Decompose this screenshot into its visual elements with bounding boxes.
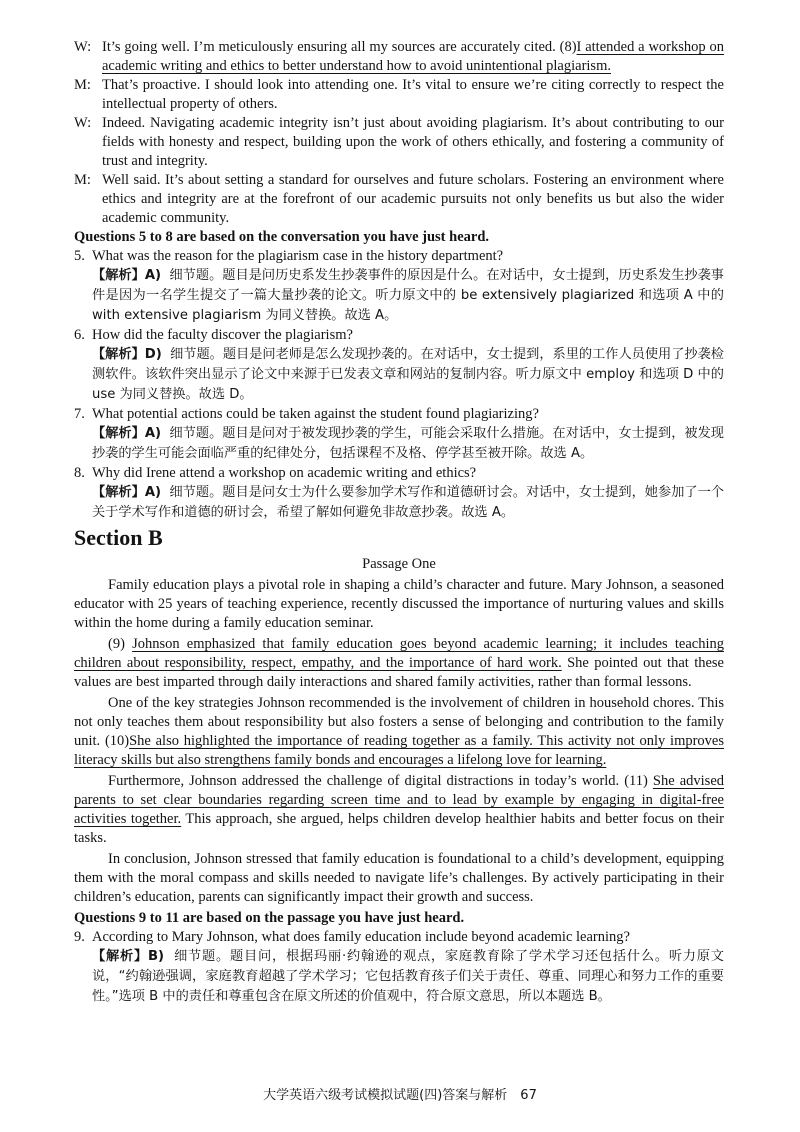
question-text: Why did Irene attend a workshop on academic writing and ethics? <box>92 465 477 481</box>
question-number: 9. <box>74 929 85 945</box>
dialogue-section <box>74 38 724 228</box>
question-block <box>74 326 724 405</box>
paragraph <box>74 772 724 848</box>
passage-title: Passage One <box>362 556 436 572</box>
questions-header: Questions 5 to 8 are based on the conversation you have just heard. <box>74 229 490 245</box>
dialogue-text: That’s proactive. I should look into attending one. It’s vital to ensure we’re citing correctly to respect the intellectual property of others. <box>102 77 724 112</box>
question-number: 6. <box>74 327 85 343</box>
question-number: 8. <box>74 465 85 481</box>
analysis-text: 细节题。题目是问老师是怎么发现抄袭的。在对话中，女士提到，系里的工作人员使用了抄袭检测软件。该软件突出显示了论文中来源于已发表文章和网站的复制内容。听力原文中 employ 和选项 D 中的 use 为同义替换。故选 D。 <box>92 347 724 402</box>
paragraph-text: In conclusion, Johnson stressed that family education is foundational to a child’s development, equipping them with the moral compass and skills needed to navigate life’s challenges. By actively participating in their children’s education, parents can significantly impact their growth and success. <box>74 851 724 905</box>
question-text: How did the faculty discover the plagiarism? <box>92 327 353 343</box>
paragraph-text: Furthermore, Johnson addressed the challenge of digital distractions in today’s world. (11) <box>108 773 653 789</box>
question <box>74 928 724 947</box>
answer-tag: 【解析】D) <box>92 347 162 362</box>
analysis <box>74 345 724 405</box>
dialogue-line <box>74 171 724 228</box>
paragraph <box>74 576 724 633</box>
speaker-label: W: <box>74 115 92 131</box>
underlined-key-sentence: I attended a workshop on academic writing and ethics to better understand how to avoid unintentional plagiarism. <box>102 39 724 74</box>
analysis <box>74 424 724 464</box>
speaker-label: W: <box>74 39 92 55</box>
paragraph-text: Family education plays a pivotal role in shaping a child’s character and future. Mary Johnson, a seasoned educator with 25 years of teaching experience, recently discussed the importance of nurturing values and skills within the home during a family education seminar. <box>74 577 724 631</box>
paragraph-text: She pointed out that these values are best imparted through daily interactions and shared family activities, rather than formal lessons. <box>74 655 724 690</box>
answer-tag: 【解析】A) <box>92 268 162 283</box>
answer-tag: 【解析】A) <box>92 426 162 441</box>
paragraph <box>74 850 724 907</box>
analysis-text: 细节题。题目问，根据玛丽·约翰逊的观点，家庭教育除了学术学习还包括什么。听力原文说，“约翰逊强调，家庭教育超越了学术学习；它包括教育孩子们关于责任、尊重、同理心和努力工作的重要性。”选项 B 中的责任和尊重包含在原文所述的价值观中，符合原文意思，所以本题选 B。 <box>92 949 724 1004</box>
page-footer: 大学英语六级考试模拟试题(四)答案与解析 67 <box>263 1088 537 1103</box>
question-block <box>74 464 724 523</box>
question-number: 7. <box>74 406 85 422</box>
dialogue-text: Well said. It’s about setting a standard for ourselves and future scholars. Fostering an environment where ethics and integrity are at the forefront of our academic pursuits not only benefits us but also the wider academic community. <box>102 172 724 226</box>
dialogue-line <box>74 38 724 76</box>
speaker-label: M: <box>74 172 91 188</box>
question <box>74 405 724 424</box>
dialogue-line <box>74 76 724 114</box>
paragraph-text: One of the key strategies Johnson recommended is the involvement of children in household chores. This not only teaches them about responsibility but also fosters a sense of belonging and contribution to the family unit. (10) <box>74 695 724 749</box>
question-number: 5. <box>74 248 85 264</box>
question-block <box>74 928 724 1007</box>
section-title: Section B <box>74 525 163 550</box>
question <box>74 326 724 345</box>
question-text: According to Mary Johnson, what does family education include beyond academic learning? <box>92 929 630 945</box>
paragraph <box>74 635 724 692</box>
answer-tag: 【解析】B) <box>92 949 165 964</box>
underlined-key-sentence: She advised parents to set clear boundaries regarding screen time and to lead by example by engaging in digital-free activities together. <box>74 773 724 827</box>
question-block <box>74 405 724 464</box>
paragraph <box>74 694 724 770</box>
dialogue-text: Indeed. Navigating academic integrity isn’t just about avoiding plagiarism. It’s about contributing to our fields with honesty and respect, building upon the work of others ethically, and fostering a community of trust and integrity. <box>102 115 724 169</box>
speaker-label: M: <box>74 77 91 93</box>
question <box>74 464 724 483</box>
underlined-key-sentence: She also highlighted the importance of reading together as a family. This activity not only improves literacy skills but also strengthens family bonds and encourages a lifelong love for learning. <box>74 733 725 768</box>
underlined-key-sentence: Johnson emphasized that family education goes beyond academic learning; it includes teaching children about responsibility, respect, empathy, and the importance of hard work. <box>74 636 724 671</box>
analysis <box>74 483 724 523</box>
dialogue-text: It’s going well. I’m meticulously ensuring all my sources are accurately cited. (8) <box>102 39 577 55</box>
question-text: What potential actions could be taken against the student found plagiarizing? <box>92 406 539 422</box>
question <box>74 247 724 266</box>
page-content <box>74 38 724 1007</box>
answer-tag: 【解析】A) <box>92 485 162 500</box>
analysis <box>74 947 724 1007</box>
question-text: What was the reason for the plagiarism case in the history department? <box>92 248 504 264</box>
passage <box>74 576 724 907</box>
analysis <box>74 266 724 326</box>
paragraph-text: This approach, she argued, helps children develop healthier habits and better focus on their tasks. <box>74 811 724 846</box>
analysis-text: 细节题。题目是问历史系发生抄袭事件的原因是什么。在对话中，女士提到，历史系发生抄袭事件是因为一名学生提交了一篇大量抄袭的论文。听力原文中的 be extensively plagiarized 和选项 A 中的 with extensive plagiarism 为同义替换。故选 A。 <box>92 268 724 323</box>
questions-header: Questions 9 to 11 are based on the passage you have just heard. <box>74 910 465 926</box>
analysis-text: 细节题。题目是问对于被发现抄袭的学生，可能会采取什么措施。在对话中，女士提到，被发现抄袭的学生可能会面临严重的纪律处分，包括课程不及格、停学甚至被开除。故选 A。 <box>92 426 724 461</box>
paragraph-text: (9) <box>108 636 133 652</box>
dialogue-line <box>74 114 724 171</box>
analysis-text: 细节题。题目是问女士为什么要参加学术写作和道德研讨会。对话中，女士提到，她参加了一个关于学术写作和道德的研讨会，希望了解如何避免非故意抄袭。故选 A。 <box>92 485 724 520</box>
question-block <box>74 247 724 326</box>
